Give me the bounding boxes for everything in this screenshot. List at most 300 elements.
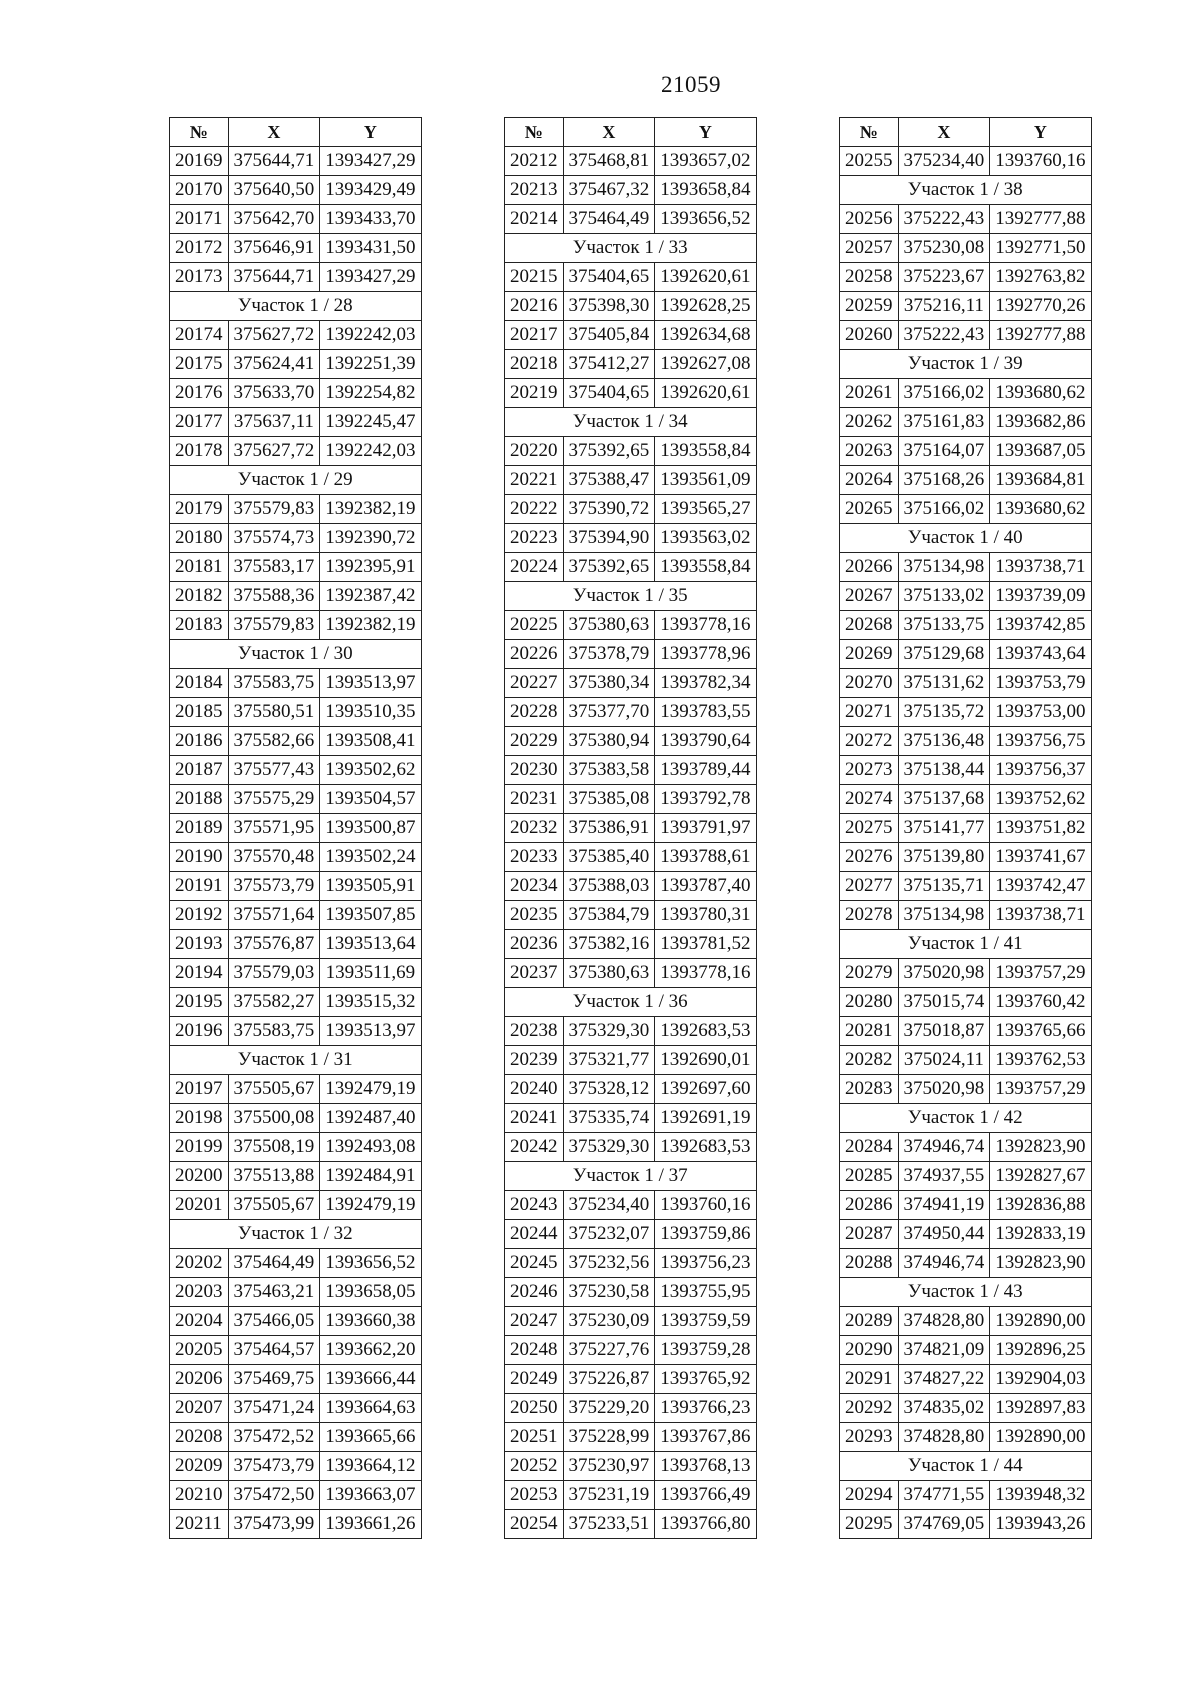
x-coordinate-cell: 375228,99 <box>563 1423 655 1452</box>
x-coordinate-cell: 375227,76 <box>563 1336 655 1365</box>
table-row <box>170 1191 422 1220</box>
point-number-cell: 20281 <box>840 1017 899 1046</box>
section-row <box>505 582 757 611</box>
x-coordinate-cell: 375223,67 <box>898 263 990 292</box>
table-row <box>840 727 1092 756</box>
table-row <box>505 1510 757 1539</box>
point-number-cell: 20283 <box>840 1075 899 1104</box>
header-num: № <box>840 118 899 147</box>
x-coordinate-cell: 375234,40 <box>563 1191 655 1220</box>
point-number-cell: 20240 <box>505 1075 564 1104</box>
point-number-cell: 20271 <box>840 698 899 727</box>
y-coordinate-cell: 1393738,71 <box>990 901 1091 930</box>
table-row <box>840 1046 1092 1075</box>
point-number-cell: 20215 <box>505 263 564 292</box>
y-coordinate-cell: 1392770,26 <box>990 292 1091 321</box>
y-coordinate-cell: 1393788,61 <box>655 843 756 872</box>
x-coordinate-cell: 375230,08 <box>898 234 990 263</box>
x-coordinate-cell: 375642,70 <box>228 205 320 234</box>
x-coordinate-cell: 375582,66 <box>228 727 320 756</box>
y-coordinate-cell: 1393507,85 <box>320 901 421 930</box>
y-coordinate-cell: 1392897,83 <box>990 1394 1091 1423</box>
y-coordinate-cell: 1393657,02 <box>655 147 756 176</box>
x-coordinate-cell: 375380,94 <box>563 727 655 756</box>
point-number-cell: 20198 <box>170 1104 229 1133</box>
x-coordinate-cell: 375644,71 <box>228 263 320 292</box>
point-number-cell: 20278 <box>840 901 899 930</box>
point-number-cell: 20191 <box>170 872 229 901</box>
section-row <box>840 524 1092 553</box>
point-number-cell: 20249 <box>505 1365 564 1394</box>
x-coordinate-cell: 375580,51 <box>228 698 320 727</box>
x-coordinate-cell: 375575,29 <box>228 785 320 814</box>
y-coordinate-cell: 1392251,39 <box>320 350 421 379</box>
table-row <box>170 1249 422 1278</box>
y-coordinate-cell: 1392904,03 <box>990 1365 1091 1394</box>
x-coordinate-cell: 375133,02 <box>898 582 990 611</box>
table-row <box>505 959 757 988</box>
y-coordinate-cell: 1392484,91 <box>320 1162 421 1191</box>
point-number-cell: 20254 <box>505 1510 564 1539</box>
point-number-cell: 20180 <box>170 524 229 553</box>
y-coordinate-cell: 1392690,01 <box>655 1046 756 1075</box>
x-coordinate-cell: 375579,83 <box>228 611 320 640</box>
x-coordinate-cell: 375229,20 <box>563 1394 655 1423</box>
point-number-cell: 20196 <box>170 1017 229 1046</box>
x-coordinate-cell: 375394,90 <box>563 524 655 553</box>
x-coordinate-cell: 375570,48 <box>228 843 320 872</box>
x-coordinate-cell: 375583,75 <box>228 1017 320 1046</box>
table-row <box>840 1394 1092 1423</box>
y-coordinate-cell: 1393664,63 <box>320 1394 421 1423</box>
x-coordinate-cell: 375166,02 <box>898 379 990 408</box>
table-row <box>505 350 757 379</box>
table-row <box>505 669 757 698</box>
point-number-cell: 20265 <box>840 495 899 524</box>
x-coordinate-cell: 375637,11 <box>228 408 320 437</box>
point-number-cell: 20217 <box>505 321 564 350</box>
y-coordinate-cell: 1393680,62 <box>990 379 1091 408</box>
x-coordinate-cell: 375329,30 <box>563 1133 655 1162</box>
y-coordinate-cell: 1393753,00 <box>990 698 1091 727</box>
point-number-cell: 20289 <box>840 1307 899 1336</box>
y-coordinate-cell: 1393752,62 <box>990 785 1091 814</box>
point-number-cell: 20202 <box>170 1249 229 1278</box>
table-row <box>170 1336 422 1365</box>
y-coordinate-cell: 1392683,53 <box>655 1133 756 1162</box>
point-number-cell: 20263 <box>840 437 899 466</box>
point-number-cell: 20195 <box>170 988 229 1017</box>
y-coordinate-cell: 1392896,25 <box>990 1336 1091 1365</box>
section-row <box>505 988 757 1017</box>
point-number-cell: 20230 <box>505 756 564 785</box>
table-row <box>505 1220 757 1249</box>
table-row <box>840 147 1092 176</box>
point-number-cell: 20186 <box>170 727 229 756</box>
y-coordinate-cell: 1392683,53 <box>655 1017 756 1046</box>
y-coordinate-cell: 1393768,13 <box>655 1452 756 1481</box>
section-title: Участок 1 / 34 <box>505 408 757 437</box>
x-coordinate-cell: 375380,34 <box>563 669 655 698</box>
y-coordinate-cell: 1393742,47 <box>990 872 1091 901</box>
y-coordinate-cell: 1393741,67 <box>990 843 1091 872</box>
y-coordinate-cell: 1393515,32 <box>320 988 421 1017</box>
x-coordinate-cell: 375232,07 <box>563 1220 655 1249</box>
x-coordinate-cell: 375464,49 <box>563 205 655 234</box>
table-row <box>840 1133 1092 1162</box>
y-coordinate-cell: 1393943,26 <box>990 1510 1091 1539</box>
x-coordinate-cell: 375382,16 <box>563 930 655 959</box>
section-row <box>505 408 757 437</box>
point-number-cell: 20219 <box>505 379 564 408</box>
table-row <box>505 1336 757 1365</box>
table-row <box>170 872 422 901</box>
x-coordinate-cell: 374769,05 <box>898 1510 990 1539</box>
point-number-cell: 20285 <box>840 1162 899 1191</box>
y-coordinate-cell: 1392697,60 <box>655 1075 756 1104</box>
table-row <box>840 263 1092 292</box>
y-coordinate-cell: 1393656,52 <box>320 1249 421 1278</box>
table-row <box>170 727 422 756</box>
section-row <box>170 292 422 321</box>
table-header-row <box>840 118 1092 147</box>
y-coordinate-cell: 1393661,26 <box>320 1510 421 1539</box>
y-coordinate-cell: 1393766,80 <box>655 1510 756 1539</box>
table-row <box>505 1191 757 1220</box>
table-row <box>170 234 422 263</box>
point-number-cell: 20233 <box>505 843 564 872</box>
y-coordinate-cell: 1392833,19 <box>990 1220 1091 1249</box>
point-number-cell: 20203 <box>170 1278 229 1307</box>
point-number-cell: 20193 <box>170 930 229 959</box>
point-number-cell: 20287 <box>840 1220 899 1249</box>
x-coordinate-cell: 375412,27 <box>563 350 655 379</box>
table-row <box>840 1365 1092 1394</box>
y-coordinate-cell: 1393751,82 <box>990 814 1091 843</box>
table-row <box>170 379 422 408</box>
x-coordinate-cell: 375388,03 <box>563 872 655 901</box>
table-row <box>840 437 1092 466</box>
y-coordinate-cell: 1393778,96 <box>655 640 756 669</box>
point-number-cell: 20176 <box>170 379 229 408</box>
point-number-cell: 20291 <box>840 1365 899 1394</box>
x-coordinate-cell: 375230,97 <box>563 1452 655 1481</box>
x-coordinate-cell: 375500,08 <box>228 1104 320 1133</box>
x-coordinate-cell: 374771,55 <box>898 1481 990 1510</box>
y-coordinate-cell: 1393565,27 <box>655 495 756 524</box>
x-coordinate-cell: 375386,91 <box>563 814 655 843</box>
y-coordinate-cell: 1393663,07 <box>320 1481 421 1510</box>
y-coordinate-cell: 1393756,75 <box>990 727 1091 756</box>
section-title: Участок 1 / 31 <box>170 1046 422 1075</box>
table-header-row <box>170 118 422 147</box>
section-title: Участок 1 / 29 <box>170 466 422 495</box>
y-coordinate-cell: 1393765,66 <box>990 1017 1091 1046</box>
table-row <box>505 1365 757 1394</box>
point-number-cell: 20179 <box>170 495 229 524</box>
table-row <box>840 1481 1092 1510</box>
point-number-cell: 20190 <box>170 843 229 872</box>
point-number-cell: 20229 <box>505 727 564 756</box>
y-coordinate-cell: 1393757,29 <box>990 1075 1091 1104</box>
point-number-cell: 20288 <box>840 1249 899 1278</box>
section-row <box>505 234 757 263</box>
point-number-cell: 20234 <box>505 872 564 901</box>
y-coordinate-cell: 1393753,79 <box>990 669 1091 698</box>
y-coordinate-cell: 1393505,91 <box>320 872 421 901</box>
point-number-cell: 20294 <box>840 1481 899 1510</box>
y-coordinate-cell: 1392763,82 <box>990 263 1091 292</box>
y-coordinate-cell: 1393563,02 <box>655 524 756 553</box>
x-coordinate-cell: 375576,87 <box>228 930 320 959</box>
point-number-cell: 20187 <box>170 756 229 785</box>
y-coordinate-cell: 1393767,86 <box>655 1423 756 1452</box>
point-number-cell: 20171 <box>170 205 229 234</box>
y-coordinate-cell: 1393502,62 <box>320 756 421 785</box>
point-number-cell: 20213 <box>505 176 564 205</box>
x-coordinate-cell: 375139,80 <box>898 843 990 872</box>
x-coordinate-cell: 375472,50 <box>228 1481 320 1510</box>
y-coordinate-cell: 1393682,86 <box>990 408 1091 437</box>
table-row <box>170 843 422 872</box>
y-coordinate-cell: 1393757,29 <box>990 959 1091 988</box>
table-row <box>505 466 757 495</box>
x-coordinate-cell: 375385,40 <box>563 843 655 872</box>
x-coordinate-cell: 375378,79 <box>563 640 655 669</box>
x-coordinate-cell: 375582,27 <box>228 988 320 1017</box>
x-coordinate-cell: 375463,21 <box>228 1278 320 1307</box>
x-coordinate-cell: 375321,77 <box>563 1046 655 1075</box>
table-row <box>170 785 422 814</box>
point-number-cell: 20268 <box>840 611 899 640</box>
x-coordinate-cell: 375024,11 <box>898 1046 990 1075</box>
point-number-cell: 20274 <box>840 785 899 814</box>
table-row <box>840 814 1092 843</box>
table-row <box>505 524 757 553</box>
x-coordinate-cell: 375471,24 <box>228 1394 320 1423</box>
y-coordinate-cell: 1393431,50 <box>320 234 421 263</box>
point-number-cell: 20282 <box>840 1046 899 1075</box>
x-coordinate-cell: 375579,83 <box>228 495 320 524</box>
table-row <box>840 1191 1092 1220</box>
point-number-cell: 20248 <box>505 1336 564 1365</box>
point-number-cell: 20189 <box>170 814 229 843</box>
x-coordinate-cell: 375646,91 <box>228 234 320 263</box>
y-coordinate-cell: 1393739,09 <box>990 582 1091 611</box>
y-coordinate-cell: 1392493,08 <box>320 1133 421 1162</box>
x-coordinate-cell: 375135,71 <box>898 872 990 901</box>
y-coordinate-cell: 1392479,19 <box>320 1075 421 1104</box>
table-body <box>505 147 757 1539</box>
table-row <box>170 1133 422 1162</box>
y-coordinate-cell: 1393680,62 <box>990 495 1091 524</box>
point-number-cell: 20231 <box>505 785 564 814</box>
y-coordinate-cell: 1393738,71 <box>990 553 1091 582</box>
x-coordinate-cell: 375018,87 <box>898 1017 990 1046</box>
y-coordinate-cell: 1393664,12 <box>320 1452 421 1481</box>
point-number-cell: 20276 <box>840 843 899 872</box>
y-coordinate-cell: 1393500,87 <box>320 814 421 843</box>
table-row <box>505 1104 757 1133</box>
y-coordinate-cell: 1393687,05 <box>990 437 1091 466</box>
y-coordinate-cell: 1393762,53 <box>990 1046 1091 1075</box>
point-number-cell: 20210 <box>170 1481 229 1510</box>
section-row <box>840 350 1092 379</box>
point-number-cell: 20255 <box>840 147 899 176</box>
point-number-cell: 20184 <box>170 669 229 698</box>
y-coordinate-cell: 1392390,72 <box>320 524 421 553</box>
y-coordinate-cell: 1393787,40 <box>655 872 756 901</box>
table-row <box>840 901 1092 930</box>
x-coordinate-cell: 375384,79 <box>563 901 655 930</box>
y-coordinate-cell: 1393662,20 <box>320 1336 421 1365</box>
point-number-cell: 20211 <box>170 1510 229 1539</box>
y-coordinate-cell: 1392827,67 <box>990 1162 1091 1191</box>
section-row <box>840 1452 1092 1481</box>
x-coordinate-cell: 375222,43 <box>898 205 990 234</box>
page-number: 21059 <box>661 72 721 97</box>
point-number-cell: 20258 <box>840 263 899 292</box>
table-row <box>170 350 422 379</box>
x-coordinate-cell: 375392,65 <box>563 553 655 582</box>
table-row <box>505 1017 757 1046</box>
point-number-cell: 20280 <box>840 988 899 1017</box>
table-row <box>170 321 422 350</box>
y-coordinate-cell: 1393759,28 <box>655 1336 756 1365</box>
table-row <box>505 1481 757 1510</box>
table-row <box>170 495 422 524</box>
table-row <box>170 756 422 785</box>
x-coordinate-cell: 375573,79 <box>228 872 320 901</box>
coordinate-table-2 <box>504 117 757 1539</box>
table-row <box>840 234 1092 263</box>
point-number-cell: 20235 <box>505 901 564 930</box>
y-coordinate-cell: 1393766,49 <box>655 1481 756 1510</box>
x-coordinate-cell: 375383,58 <box>563 756 655 785</box>
y-coordinate-cell: 1393791,97 <box>655 814 756 843</box>
table-row <box>505 611 757 640</box>
y-coordinate-cell: 1393790,64 <box>655 727 756 756</box>
x-coordinate-cell: 375216,11 <box>898 292 990 321</box>
y-coordinate-cell: 1392382,19 <box>320 495 421 524</box>
section-row <box>170 640 422 669</box>
table-row <box>505 843 757 872</box>
y-coordinate-cell: 1392777,88 <box>990 321 1091 350</box>
y-coordinate-cell: 1393783,55 <box>655 698 756 727</box>
x-coordinate-cell: 375234,40 <box>898 147 990 176</box>
y-coordinate-cell: 1393666,44 <box>320 1365 421 1394</box>
table-row <box>170 524 422 553</box>
point-number-cell: 20247 <box>505 1307 564 1336</box>
y-coordinate-cell: 1393433,70 <box>320 205 421 234</box>
y-coordinate-cell: 1393660,38 <box>320 1307 421 1336</box>
x-coordinate-cell: 375015,74 <box>898 988 990 1017</box>
x-coordinate-cell: 375380,63 <box>563 959 655 988</box>
y-coordinate-cell: 1393658,84 <box>655 176 756 205</box>
section-title: Участок 1 / 35 <box>505 582 757 611</box>
y-coordinate-cell: 1393789,44 <box>655 756 756 785</box>
y-coordinate-cell: 1392890,00 <box>990 1423 1091 1452</box>
x-coordinate-cell: 375020,98 <box>898 959 990 988</box>
point-number-cell: 20188 <box>170 785 229 814</box>
x-coordinate-cell: 375577,43 <box>228 756 320 785</box>
y-coordinate-cell: 1393558,84 <box>655 553 756 582</box>
x-coordinate-cell: 375385,08 <box>563 785 655 814</box>
x-coordinate-cell: 375574,73 <box>228 524 320 553</box>
x-coordinate-cell: 375505,67 <box>228 1191 320 1220</box>
section-title: Участок 1 / 37 <box>505 1162 757 1191</box>
point-number-cell: 20205 <box>170 1336 229 1365</box>
y-coordinate-cell: 1393782,34 <box>655 669 756 698</box>
x-coordinate-cell: 375473,79 <box>228 1452 320 1481</box>
point-number-cell: 20277 <box>840 872 899 901</box>
table-row <box>840 1162 1092 1191</box>
table-row <box>505 495 757 524</box>
table-row <box>840 756 1092 785</box>
table-row <box>170 1394 422 1423</box>
table-row <box>170 1423 422 1452</box>
table-row <box>505 1452 757 1481</box>
table-row <box>170 1017 422 1046</box>
x-coordinate-cell: 375164,07 <box>898 437 990 466</box>
y-coordinate-cell: 1392627,08 <box>655 350 756 379</box>
table-body <box>170 147 422 1539</box>
table-row <box>505 1046 757 1075</box>
point-number-cell: 20181 <box>170 553 229 582</box>
point-number-cell: 20244 <box>505 1220 564 1249</box>
section-row <box>170 1046 422 1075</box>
table-row <box>170 437 422 466</box>
section-row <box>505 1162 757 1191</box>
table-row <box>505 321 757 350</box>
section-title: Участок 1 / 40 <box>840 524 1092 553</box>
point-number-cell: 20185 <box>170 698 229 727</box>
header-y: Y <box>990 118 1091 147</box>
table-row <box>505 901 757 930</box>
table-row <box>170 176 422 205</box>
x-coordinate-cell: 375328,12 <box>563 1075 655 1104</box>
x-coordinate-cell: 375388,47 <box>563 466 655 495</box>
x-coordinate-cell: 375141,77 <box>898 814 990 843</box>
y-coordinate-cell: 1393755,95 <box>655 1278 756 1307</box>
header-y: Y <box>655 118 756 147</box>
point-number-cell: 20212 <box>505 147 564 176</box>
x-coordinate-cell: 375020,98 <box>898 1075 990 1104</box>
y-coordinate-cell: 1393513,64 <box>320 930 421 959</box>
y-coordinate-cell: 1393765,92 <box>655 1365 756 1394</box>
x-coordinate-cell: 375134,98 <box>898 901 990 930</box>
point-number-cell: 20252 <box>505 1452 564 1481</box>
x-coordinate-cell: 375472,52 <box>228 1423 320 1452</box>
x-coordinate-cell: 374821,09 <box>898 1336 990 1365</box>
x-coordinate-cell: 375161,83 <box>898 408 990 437</box>
table-row <box>170 959 422 988</box>
y-coordinate-cell: 1393508,41 <box>320 727 421 756</box>
y-coordinate-cell: 1393766,23 <box>655 1394 756 1423</box>
x-coordinate-cell: 375377,70 <box>563 698 655 727</box>
y-coordinate-cell: 1393756,37 <box>990 756 1091 785</box>
y-coordinate-cell: 1393513,97 <box>320 1017 421 1046</box>
table-row <box>170 1162 422 1191</box>
table-row <box>170 1481 422 1510</box>
x-coordinate-cell: 375644,71 <box>228 147 320 176</box>
point-number-cell: 20264 <box>840 466 899 495</box>
x-coordinate-cell: 375138,44 <box>898 756 990 785</box>
coordinate-table-1 <box>169 117 422 1539</box>
section-title: Участок 1 / 43 <box>840 1278 1092 1307</box>
y-coordinate-cell: 1392479,19 <box>320 1191 421 1220</box>
y-coordinate-cell: 1392245,47 <box>320 408 421 437</box>
